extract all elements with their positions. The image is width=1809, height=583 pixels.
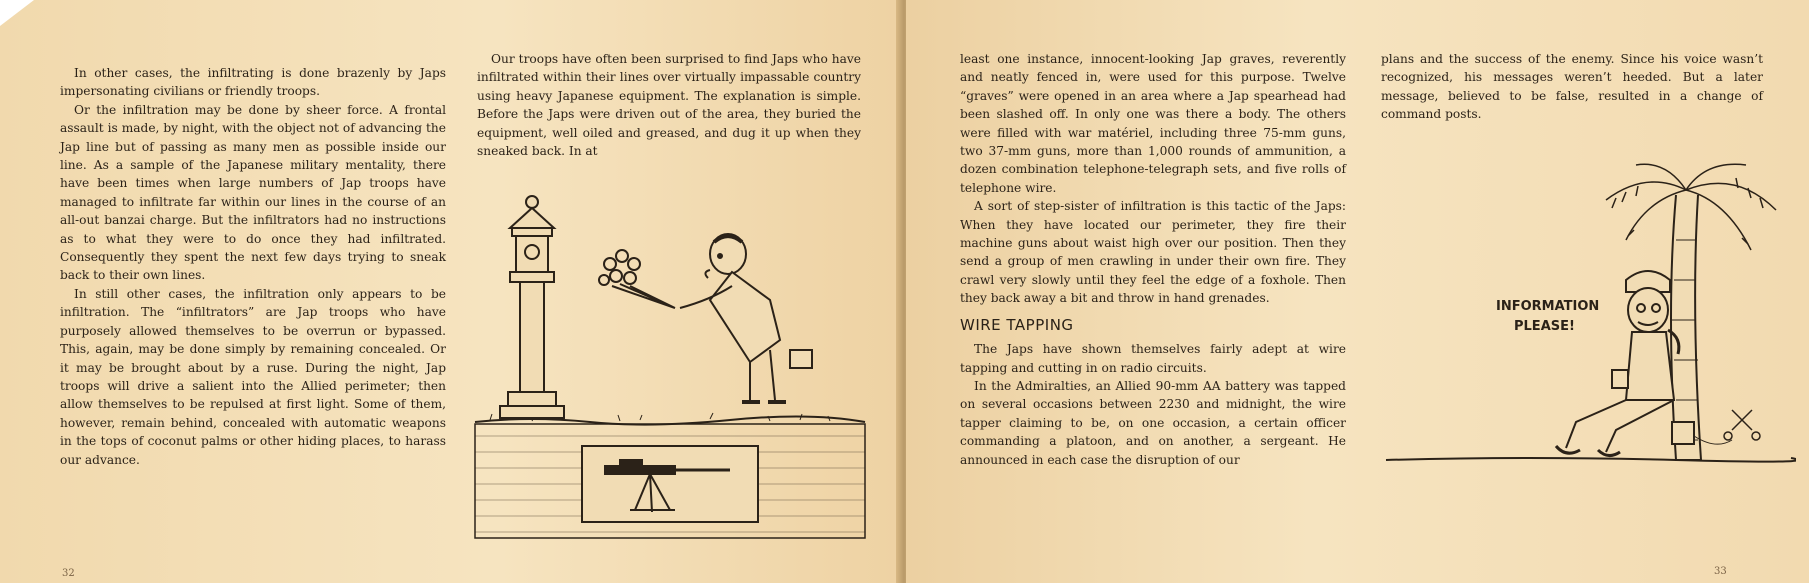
buried-gun-cartoon [470, 190, 870, 540]
paragraph: In other cases, the infiltrating is done brazenly by Japs impersonating civilians or friendly troops. [60, 66, 446, 99]
paragraph: least one instance, innocent-looking Jap graves, reverently and neatly fenced in, were used for this purpose. Twelve “graves” were opened in an area where a Jap spearhead had been slashed off. In only one was there a body. The others were filled with war matériel, including three 75-mm guns, two 37-mm guns, more than 1,000 rounds of ammunition, a dozen combination telephone-telegraph sets, and five rolls of telephone wire. [960, 52, 1346, 195]
cartoon-caption: INFORMATION [1496, 299, 1600, 314]
left-column-2 [477, 50, 861, 160]
left-page [0, 0, 902, 583]
page-number: 32 [62, 568, 75, 579]
right-column-2 [1381, 50, 1763, 124]
paragraph: The Japs have shown themselves fairly adept at wire tapping and cutting in on radio circuits. [960, 342, 1346, 375]
left-column-1 [60, 64, 446, 469]
paragraph: Our troops have often been surprised to find Japs who have infiltrated within their lines over virtually impassable country using heavy Japanese equipment. The explanation is simple. Before the Japs were driven out of the area, they buried the equipment, well oiled and greased, and dug it up when they sneaked back. In at [477, 52, 861, 159]
paragraph: Or the infiltration may be done by sheer force. A frontal assault is made, by night, with the object not of advancing the Jap line but of passing as many men as possible inside our line. As a sample of the Japanese military mentality, there have been times when large numbers of Jap troops have managed to infiltrate far within our lines in the course of an all-out banzai charge. But the infiltrators had no instructions as to what they were to do once they had infiltrated. Consequently they spent the next few days trying to sneak back to their own lines. [60, 102, 446, 283]
page-number: 33 [1714, 566, 1727, 577]
paragraph: A sort of step-sister of infiltration is this tactic of the Japs: When they have located our perimeter, they fire their machine guns about waist high over our position. Then they send a group of men crawling in under their own fire. They crawl very slowly until they feel the edge of a foxhole. Then they back away a bit and throw in hand grenades. [960, 199, 1346, 306]
wire-tapper-cartoon [1376, 160, 1796, 550]
paragraph: In still other cases, the infiltration only appears to be infiltration. The “infiltrators” are Jap troops who have purposely allowed themselves to be overrun or bypassed. This, again, may be done simply by remaining concealed. Or it may be brought about by a ruse. During the night, Jap troops will drive a salient into the Allied perimeter; then allow themselves to be repulsed at first light. Some of them, however, remain behind, concealed with automatic weapons in the tops of coconut palms or other hiding places, to harass our advance. [60, 286, 446, 467]
cartoon-caption: PLEASE! [1514, 319, 1575, 334]
paragraph: plans and the success of the enemy. Since his voice wasn’t recognized, his messages weren’t heeded. But a later message, believed to be false, resulted in a change of command posts. [1381, 52, 1763, 122]
right-page [906, 0, 1809, 583]
section-heading: WIRE TAPPING [960, 315, 1074, 334]
paragraph: In the Admiralties, an Allied 90-mm AA battery was tapped on several occasions between 2230 and midnight, the wire tapper claiming to be, on one occasion, a certain officer commanding a platoon, and on another, a sergeant. He announced in each case the disruption of our [960, 378, 1346, 467]
torn-corner [0, 0, 34, 26]
right-column-1 [960, 50, 1346, 469]
